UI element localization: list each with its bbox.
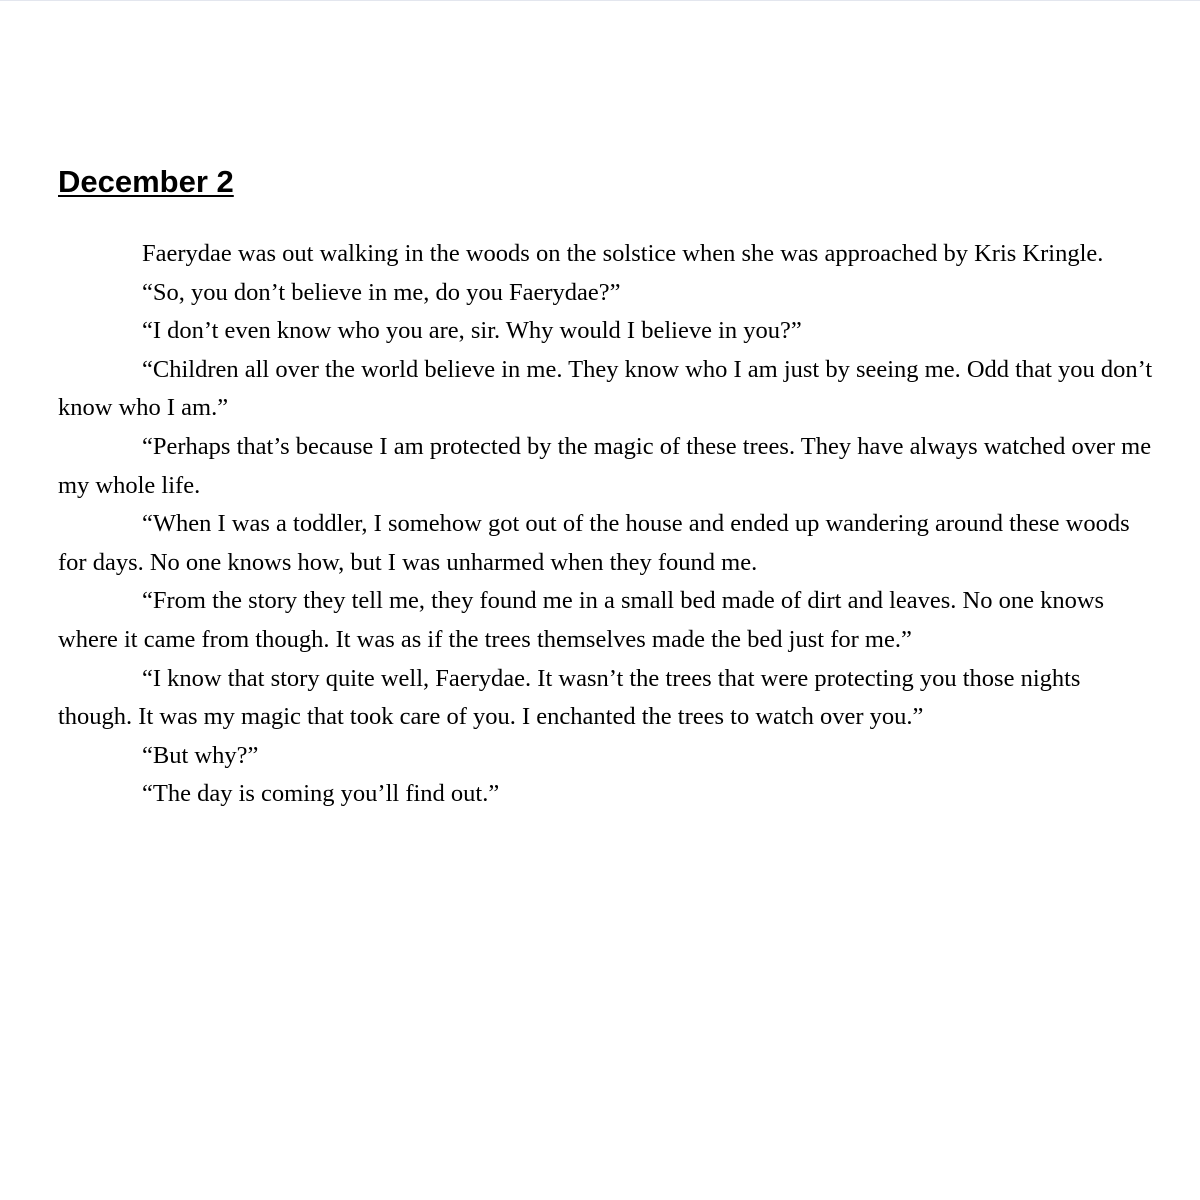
chapter-heading: December 2 xyxy=(58,164,234,199)
story-paragraph: “The day is coming you’ll find out.” xyxy=(142,780,500,808)
story-body xyxy=(58,235,1158,814)
story-paragraph: “When I was a toddler, I somehow got out of the house and ended up wandering around these woods for days. No one knows how, but I was unharmed when they found me. xyxy=(58,510,1130,576)
story-paragraph: Faerydae was out walking in the woods on the solstice when she was approached by Kris Kringle. xyxy=(142,240,1104,267)
story-paragraph: “So, you don’t believe in me, do you Faerydae?” xyxy=(142,278,621,306)
story-paragraph: “Perhaps that’s because I am protected by the magic of these trees. They have always watched over me my whole life. xyxy=(58,432,1152,499)
story-paragraph: “I know that story quite well, Faerydae. It wasn’t the trees that were protecting you those nights though. It was my magic that took care of you. I enchanted the trees to watch over you.” xyxy=(58,664,1081,731)
story-paragraph: “I don’t even know who you are, sir. Why would I believe in you?” xyxy=(142,317,802,345)
story-paragraph: “From the story they tell me, they found me in a small bed made of dirt and leaves. No one knows where it came from though. It was as if the trees themselves made the bed just for me.” xyxy=(58,587,1105,653)
story-paragraph: “But why?” xyxy=(142,741,259,769)
story-paragraph: “Children all over the world believe in me. They know who I am just by seeing me. Odd that you don’t know who I am.” xyxy=(58,355,1153,422)
